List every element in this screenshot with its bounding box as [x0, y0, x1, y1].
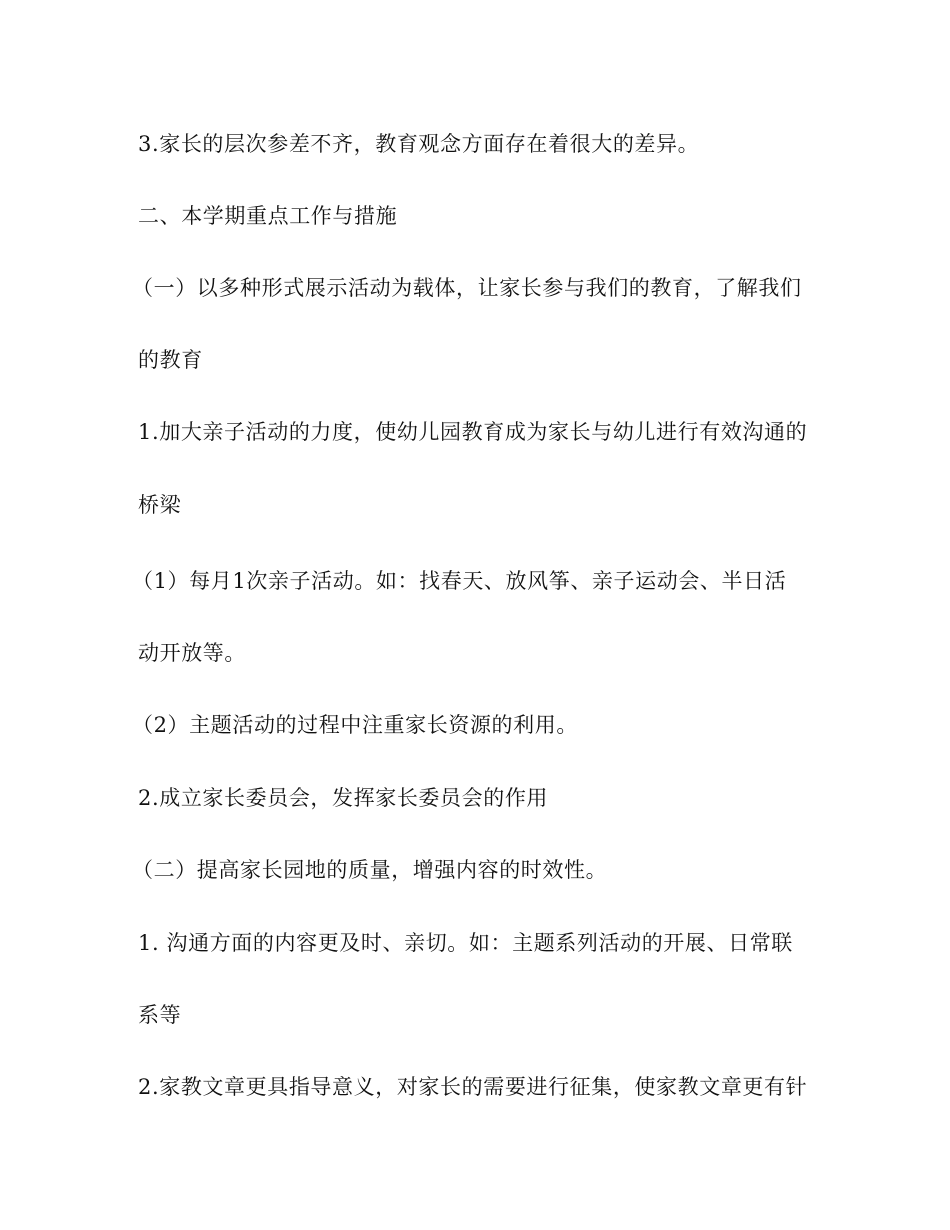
text-line: 系等	[138, 1003, 182, 1027]
subsection-heading: （一）以多种形式展示活动为载体，让家长参与我们的教育，了解我们	[132, 276, 802, 300]
text-line: 1.加大亲子活动的力度，使幼儿园教育成为家长与幼儿进行有效沟通的	[138, 420, 808, 444]
text-line: 3.家长的层次参差不齐，教育观念方面存在着很大的差异。	[138, 132, 700, 156]
text-line: （1）每月1次亲子活动。如：找春天、放风筝、亲子运动会、半日活	[132, 569, 787, 593]
text-line: 的教育	[138, 348, 203, 372]
text-line: 桥梁	[138, 493, 182, 517]
subsection-heading: （二）提高家长园地的质量，增强内容的时效性。	[132, 858, 608, 882]
text-line: 2.成立家长委员会，发挥家长委员会的作用	[138, 786, 549, 810]
text-line: 动开放等。	[138, 641, 246, 665]
text-line: （2）主题活动的过程中注重家长资源的利用。	[132, 713, 578, 737]
text-line: 1. 沟通方面的内容更及时、亲切。如：主题系列活动的开展、日常联	[138, 931, 793, 955]
section-heading: 二、本学期重点工作与措施	[138, 204, 398, 228]
text-line: 2.家教文章更具指导意义，对家长的需要进行征集，使家教文章更有针	[138, 1075, 808, 1099]
